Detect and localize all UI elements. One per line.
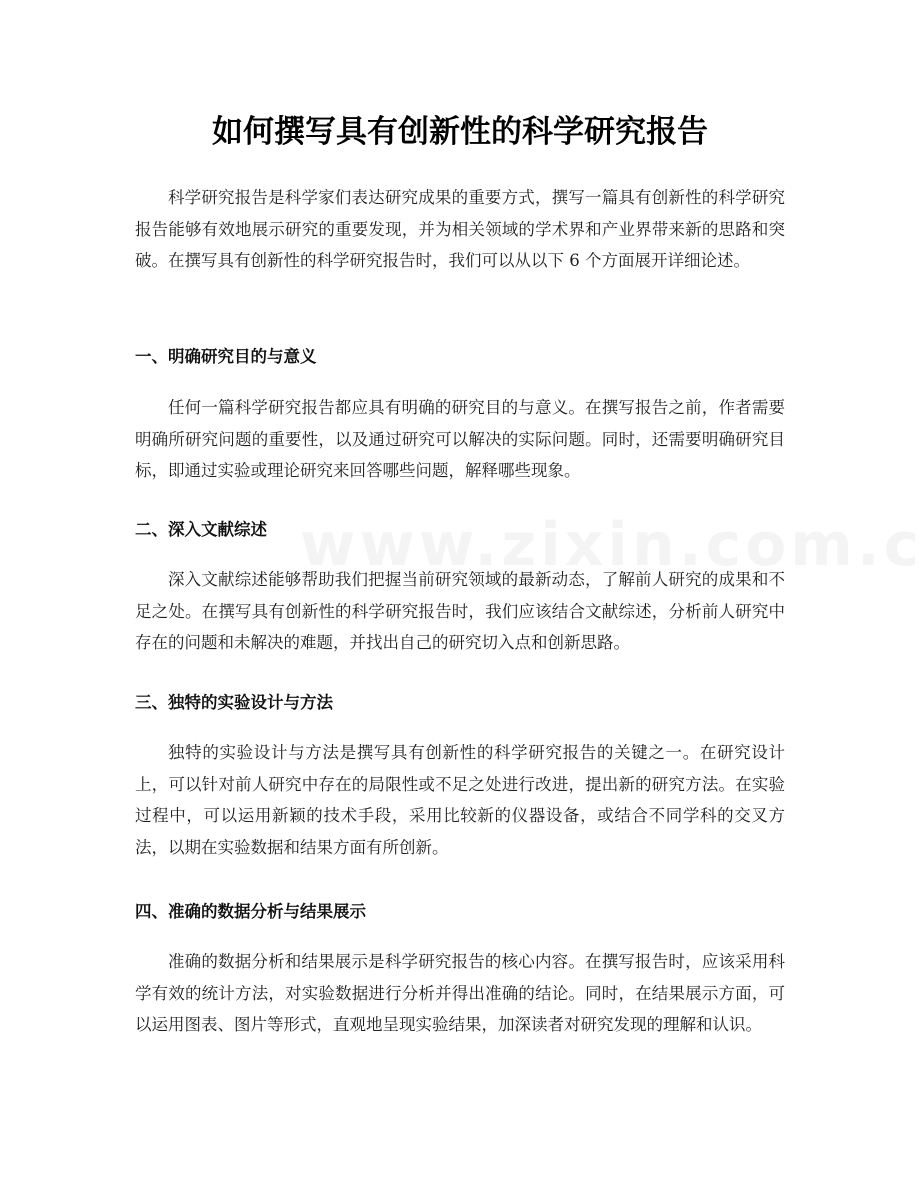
intro-paragraph: 科学研究报告是科学家们表达研究成果的重要方式，撰写一篇具有创新性的科学研究报告能够有效地展示研究的重要发现，并为相关领域的学术界和产业界带来新的思路和突破。在撰写具有创新性的科学研究报告时，我们可以从以下 6 个方面展开详细论述。 bbox=[135, 188, 785, 270]
section-heading-1: 一、明确研究目的与意义 bbox=[135, 347, 317, 366]
page-title: 如何撰写具有创新性的科学研究报告 bbox=[212, 114, 708, 150]
section-heading-3: 三、独特的实验设计与方法 bbox=[135, 693, 333, 712]
section-heading-4: 四、准确的数据分析与结果展示 bbox=[135, 902, 366, 921]
section-body-1: 任何一篇科学研究报告都应具有明确的研究目的与意义。在撰写报告之前，作者需要明确所研究问题的重要性，以及通过研究可以解决的实际问题。同时，还需要明确研究目标，即通过实验或理论研究来回答哪些问题，解释哪些现象。 bbox=[135, 398, 785, 480]
section-body-3: 独特的实验设计与方法是撰写具有创新性的科学研究报告的关键之一。在研究设计上，可以针对前人研究中存在的局限性或不足之处进行改进，提出新的研究方法。在实验过程中，可以运用新颖的技术手段，采用比较新的仪器设备，或结合不同学科的交叉方法，以期在实验数据和结果方面有所创新。 bbox=[135, 743, 785, 857]
section-heading-2: 二、深入文献综述 bbox=[135, 520, 267, 539]
section-body-4: 准确的数据分析和结果展示是科学研究报告的核心内容。在撰写报告时，应该采用科学有效的统计方法，对实验数据进行分析并得出准确的结论。同时，在结果展示方面，可以运用图表、图片等形式，直观地呈现实验结果，加深读者对研究发现的理解和认识。 bbox=[135, 952, 785, 1034]
section-body-2: 深入文献综述能够帮助我们把握当前研究领域的最新动态，了解前人研究的成果和不足之处。在撰写具有创新性的科学研究报告时，我们应该结合文献综述，分析前人研究中存在的问题和未解决的难题，并找出自己的研究切入点和创新思路。 bbox=[135, 570, 785, 652]
